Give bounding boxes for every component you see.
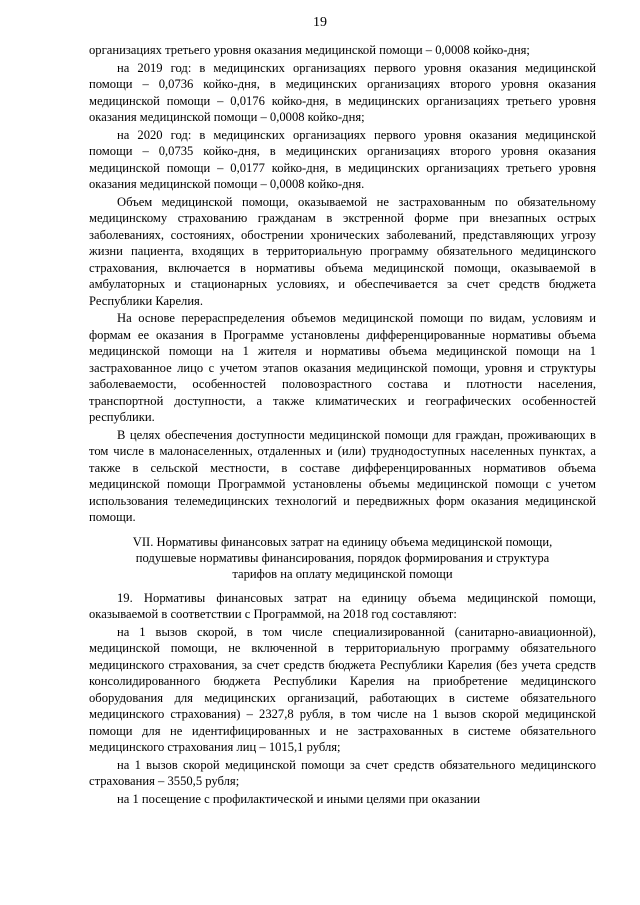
paragraph: на 2019 год: в медицинских организациях первого уровня оказания медицинской помощи – 0,0736 койко-дня, в медицинских организациях второго уровня оказания медицинской помощи – 0,0176 койко-дня, в медицинских организациях третьего уровня оказания медицинской помощи – 0,0008 койко-дня; (89, 60, 596, 124)
paragraph: на 1 посещение с профилактической и иными целями при оказании (117, 791, 481, 806)
heading-line: тарифов на оплату медицинской помощи (232, 566, 453, 581)
paragraph: на 1 вызов скорой, в том числе специализированной (санитарно-авиационной), медицинской помощи, не включенной в территориальную программу обязательного медицинского страхования, за счет средств бюджета Республики Карелия (без учета средств консолидированного бюджета Республики Карелия на приобретение медицинского оборудования для медицинских организаций, работающих в системе обязательного медицинского страхования) – 2327,8 рубля, в том числе на 1 вызов скорой медицинской помощи для не идентифицированных и не застрахованных в системе обязательного медицинского страхования лиц – 1015,1 рубля; (89, 624, 596, 754)
document-body (89, 42, 596, 808)
paragraph: В целях обеспечения доступности медицинской помощи для граждан, проживающих в том числе в малонаселенных, отдаленных и (или) труднодоступных населенных пунктах, а также в сельской местности, в составе дифференцированных нормативов объема медицинской помощи Программой установлены объемы медицинской помощи с учетом использования телемедицинских технологий и передвижных форм оказания медицинской помощи. (89, 427, 596, 524)
paragraph: на 2020 год: в медицинских организациях первого уровня оказания медицинской помощи – 0,0735 койко-дня, в медицинских организациях второго уровня оказания медицинской помощи – 0,0177 койко-дня, в медицинских организациях третьего уровня оказания медицинской помощи – 0,0008 койко-дня. (89, 127, 596, 191)
paragraph: на 1 вызов скорой медицинской помощи за счет средств обязательного медицинского страхования – 3550,5 рубля; (89, 757, 596, 788)
section-heading (89, 534, 596, 582)
paragraph: Объем медицинской помощи, оказываемой не застрахованным по обязательному медицинскому страхованию гражданам в экстренной форме при внезапных острых заболеваниях, состояниях, обострении хронических заболеваний, представляющих угрозу жизни пациента, входящих в территориальную программу обязательного медицинского страхования, включается в нормативы объема медицинской помощи, оказываемой в амбулаторных и стационарных условиях, и обеспечивается за счет средств бюджета Республики Карелия. (89, 194, 596, 308)
paragraph: организациях третьего уровня оказания медицинской помощи – 0,0008 койко-дня; (89, 43, 530, 57)
heading-line: VII. Нормативы финансовых затрат на единицу объема медицинской помощи, (132, 534, 553, 549)
paragraph: На основе перераспределения объемов медицинской помощи по видам, условиям и формам ее оказания в Программе установлены дифференцированные нормативы объема медицинской помощи на 1 жителя и нормативы объема медицинской помощи на 1 застрахованное лицо с учетом этапов оказания медицинской помощи, уровня и структуры заболеваемости, особенностей половозрастного состава и плотности населения, транспортной доступности, а также климатических и географических особенностей республики. (89, 311, 596, 424)
heading-line: подушевые нормативы финансирования, порядок формирования и структура (135, 550, 550, 565)
paragraph: 19. Нормативы финансовых затрат на единицу объема медицинской помощи, оказываемой в соответствии с Программой, на 2018 год составляют: (89, 590, 596, 621)
page-number: 19 (313, 15, 327, 30)
